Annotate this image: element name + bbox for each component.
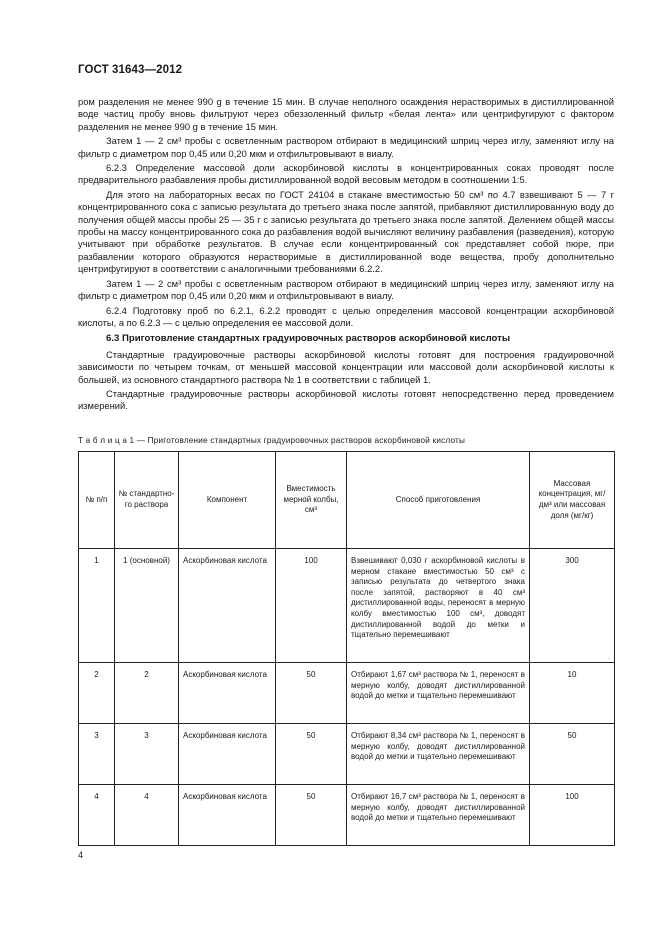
header-std: № стандартного раствора [115,452,179,549]
document-header: ГОСТ 31643—2012 [78,64,183,76]
document-body [78,96,614,415]
cell-volume: 50 [276,785,347,846]
table-row [79,724,615,785]
paragraph: 6.2.4 Подготовку проб по 6.2.1, 6.2.2 проводят с целью определения массовой концентрации аскорбиновой кислоты, а по 6.2.3 — с целью определения ее массовой доли. [78,304,614,328]
paragraph: 6.2.3 Определение массовой доли аскорбиновой кислоты в концентрированных соках проводят после предварительного разбавления пробы дистиллированной водой весовым методом в соотношении 1:5. [78,162,614,186]
cell-component: Аскорбиновая кислота [179,785,276,846]
cell-num: 2 [79,663,115,724]
cell-num: 1 [79,549,115,663]
cell-concentration: 100 [530,785,615,846]
cell-concentration: 50 [530,724,615,785]
header-concentration: Массовая концентрация, мг/дм³ или массовая доля (мг/кг) [530,452,615,549]
cell-component: Аскорбиновая кислота [179,663,276,724]
table-header-row [79,452,615,549]
cell-num: 3 [79,724,115,785]
table-row [79,663,615,724]
paragraph: Для этого на лабораторных весах по ГОСТ 24104 в стакане вместимостью 50 см³ по 4.7 взвешивают 5 — 7 г концентрированного сока с записью результата до третьего знака после запятой, прибавляют дистиллированную воду до получения общей массы пробы 25 — 35 г с записью результата до третьего знака после запятой. Делением общей массы пробы на массу концентрированного сока до разбавления водой вычисляют величину разбавления (разведения), которую учитывают при обработке результатов. В случае если концентрированный сок представляет собой пюре, при разбавлении которого образуются нерастворимые в дистиллированной воде вещества, пробу дополнительно центрифугируют в соответствии с аналогичными требованиями 6.2.2. [78,188,614,275]
cell-num: 4 [79,785,115,846]
cell-method: Взвешивают 0,030 г аскорбиновой кислоты в мерном стакане вместимостью 50 см³ с записью результата до четвертого знака после запятой, растворяют в 40 см³ дистиллированной воды, переносят в мерную колбу вместимостью 100 см³, доводят дистиллированной водой до метки и тщательно перемешивают [347,549,530,663]
paragraph: Затем 1 — 2 см³ пробы с осветленным раствором отбирают в медицинский шприц через иглу, заменяют иглу на фильтр с диаметром пор 0,45 или 0,20 мкм и отфильтровывают в виалу. [78,135,614,159]
cell-volume: 100 [276,549,347,663]
preparation-table [78,451,615,846]
paragraph: Стандартные градуировочные растворы аскорбиновой кислоты готовят для построения градуировочной зависимости по четырем точкам, от меньшей массовой концентрации или массовой доли аскорбиновой кислоты к большей, из основного стандартного раствора № 1 в соответствии с таблицей 1. [78,348,614,385]
table-row [79,785,615,846]
cell-std: 4 [115,785,179,846]
table-row [79,549,615,663]
cell-std: 2 [115,663,179,724]
section-title: 6.3 Приготовление стандартных градуировочных растворов аскорбиновой кислоты [106,333,511,345]
header-volume: Вместимость мерной колбы, см³ [276,452,347,549]
cell-concentration: 10 [530,663,615,724]
cell-volume: 50 [276,663,347,724]
paragraph: ром разделения не менее 990 g в течение 15 мин. В случае неполного осаждения нерастворимых в дистиллированной воде частиц пробу вновь фильтруют через обеззоленный фильтр «белая лента» или центрифугируют с фактором разделения не менее 990 g в течение 15 мин. [78,96,614,132]
cell-concentration: 300 [530,549,615,663]
header-method: Способ приготовления [347,452,530,549]
header-num: № п/п [79,452,115,549]
paragraph: Затем 1 — 2 см³ пробы с осветленным раствором отбирают в медицинский шприц через иглу, заменяют иглу на фильтр с диаметром пор 0,45 или 0,20 мкм и отфильтровывают в виалу. [78,277,614,302]
cell-component: Аскорбиновая кислота [179,724,276,785]
cell-method: Отбирают 1,67 см³ раствора № 1, переносят в мерную колбу, доводят дистиллированной водой до метки и тщательно перемешивают [347,663,530,724]
cell-component: Аскорбиновая кислота [179,549,276,663]
cell-method: Отбирают 8,34 см³ раствора № 1, переносят в мерную колбу, доводят дистиллированной водой до метки и тщательно перемешивают [347,724,530,785]
table-caption: Т а б л и ц а 1 — Приготовление стандартных градуировочных растворов аскорбиновой кислоты [78,436,466,445]
header-component: Компонент [179,452,276,549]
paragraph: Стандартные градуировочные растворы аскорбиновой кислоты готовят непосредственно перед проведением измерений. [78,387,614,412]
cell-std: 3 [115,724,179,785]
cell-method: Отбирают 16,7 см³ раствора № 1, переносят в мерную колбу, доводят дистиллированной водой до метки и тщательно перемешивают [347,785,530,846]
cell-std: 1 (основной) [115,549,179,663]
page-number: 4 [78,850,84,860]
cell-volume: 50 [276,724,347,785]
